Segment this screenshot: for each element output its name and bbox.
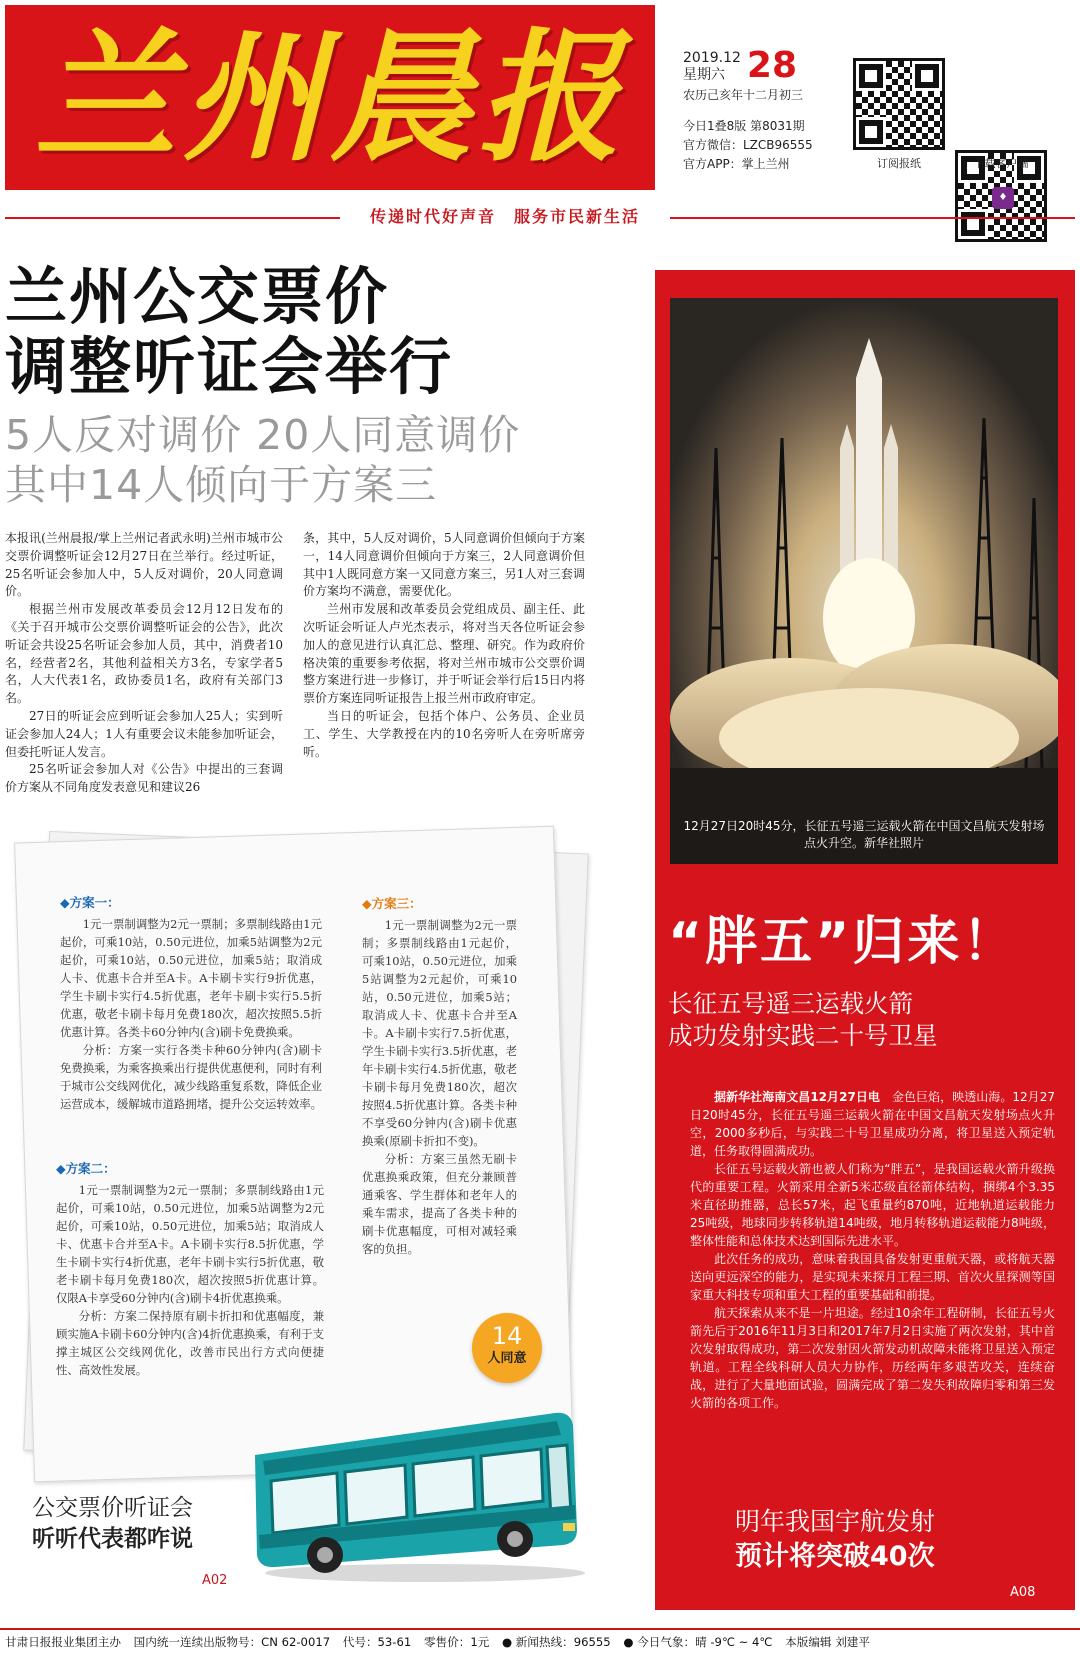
- plan-two-body: 1元一票制调整为2元一票制；多票制线路由1元起价，可乘10站，0.50元进位，加乘5站调整为2元起价，可乘10站，0.50元进位，加乘5站；取消成人卡、优惠卡合并至A卡。A卡刷卡实行8.5折优惠，学生卡刷卡实行4折优惠，老年卡刷卡实行5折优惠，敬老卡刷卡每月免费180次，超次按照5折优惠计算。仅限A卡享受60分钟内(含)刷卡4折优惠换乘。: [56, 1183, 324, 1305]
- plan-three-title: ◆方案三：: [362, 896, 422, 911]
- plan-one-title: ◆方案一：: [60, 895, 120, 910]
- rocket-subhead-line-2: 成功发射实践二十号卫星: [668, 1021, 938, 1050]
- bus-caption-line-2: 听听代表都咋说: [32, 1526, 193, 1552]
- date-line: [683, 45, 853, 86]
- page-reference-a02[interactable]: A02: [202, 1573, 228, 1588]
- paragraph: 27日的听证会应到听证会参加人25人；实到听证会参加人24人；1人有重要会议未能参加听证会，但委托听证人发言。: [5, 708, 283, 759]
- lead-subheadline: [5, 410, 605, 510]
- plan-two-analysis: 分析：方案二保持原有刷卡折扣和优惠幅度，兼顾实施A卡刷卡60分钟内(含)4折优惠换乘，有利于支撑主城区公交线网优化，改善市民出行方式向便捷性、高效性发展。: [56, 1309, 324, 1377]
- footer-code: 代号：53-61: [342, 1635, 412, 1649]
- lead-headline[interactable]: [5, 262, 605, 402]
- qr-code-subscribe-icon[interactable]: [853, 58, 945, 150]
- paragraph: 兰州市发展和改革委员会党组成员、副主任、此次听证会听证人卢光杰表示，将对当天各位听证会参加人的意见进行认真汇总、整理、研究。作为政府价格决策的重要参考依据，将对兰州市城市公交票价调整方案进行进一步修订，并于听证会举行后15日内将票价方案连同听证报告上报兰州市政府审定。: [303, 602, 585, 706]
- footer-hotline: ● 新闻热线：96555: [501, 1635, 611, 1649]
- issue-line: 今日1叠8版 第8031期: [683, 119, 805, 133]
- paragraph: 长征五号运载火箭也被人们称为“胖五”，是我国运载火箭升级换代的重要工程。火箭采用全新5米芯级直径箭体结构，捆绑4个3.35米直径助推器，总长57米，起飞重量约870吨，近地轨道运载能力25吨级，地球同步转移轨道14吨级，地月转移轨道运载能力8吨级，整体性能和总体技术达到国际先进水平。: [690, 1162, 1055, 1248]
- page-reference-a08[interactable]: A08: [1010, 1585, 1036, 1600]
- lead-body-column-2: [303, 530, 585, 761]
- bus-caption-line-1: 公交票价听证会: [32, 1495, 193, 1521]
- footer-editor: 本版编辑 刘建平: [785, 1635, 870, 1649]
- lunar-date: 农历己亥年十二月初三: [683, 88, 804, 102]
- qr-app-label: 下载客户端: [973, 157, 1029, 170]
- date-year-month: 2019.12: [683, 50, 741, 66]
- wechat-line: 官方微信：LZCB96555: [683, 138, 813, 152]
- rocket-headline[interactable]: “胖五”归来！: [668, 912, 1018, 972]
- bus-caption[interactable]: [32, 1493, 282, 1555]
- plan-two-title: ◆方案二：: [56, 1161, 116, 1176]
- agree-count-badge: [472, 1313, 542, 1383]
- date-left: [683, 50, 741, 84]
- footer-cn-number: 国内统一连续出版物号：CN 62-0017: [133, 1635, 331, 1649]
- bus-icon: [245, 1395, 585, 1585]
- masthead-logo: [5, 5, 655, 190]
- app-line: 官方APP：掌上兰州: [683, 157, 790, 171]
- footer-price: 零售价：1元: [423, 1635, 490, 1649]
- app-logo-icon: ♦: [992, 187, 1014, 209]
- teaser-line-1: 明年我国宇航发射: [735, 1507, 936, 1536]
- paragraph-text: 金色巨焰，映透山海。12月27日20时45分，长征五号遥三运载火箭在中国文昌航天发射场点火升空，2000多秒后，与实践二十号卫星成功分离，将卫星送入预定轨道，任务取得圆满成功。: [690, 1090, 1055, 1158]
- lead-body-column-1: [5, 530, 283, 797]
- publication-info: [683, 117, 853, 174]
- footer-divider: [0, 1628, 1080, 1630]
- plan-one-analysis: 分析：方案一实行各类卡种60分钟内(含)刷卡免费换乘，为乘客换乘出行提供优惠便利，同时有利于城市公交线网优化，减少线路重复系数，降低企业运营成本，缓解城市道路拥堵，提升公交运转效率。: [60, 1043, 322, 1111]
- rocket-body: [690, 1088, 1055, 1412]
- rocket-subhead-line-1: 长征五号遥三运载火箭: [668, 989, 913, 1018]
- rocket-subhead: [668, 988, 1068, 1052]
- plan-three-analysis: 分析：方案三虽然无刷卡优惠换乘政策，但充分兼顾普通乘客、学生群体和老年人的乘车需求，提高了各类卡种的刷卡优惠幅度，可相对减轻乘客的负担。: [362, 1152, 517, 1256]
- paragraph: 本报讯(兰州晨报/掌上兰州记者武永明)兰州市城市公交票价调整听证会12月27日在兰举行。经过听证，25名听证会参加人中，5人反对调价，20人同意调价。: [5, 531, 283, 599]
- date-block: [683, 45, 853, 174]
- plan-three: [362, 895, 517, 1258]
- plan-one: [60, 894, 322, 1113]
- weekday: 星期六: [683, 67, 725, 83]
- plan-two: [56, 1160, 324, 1379]
- headline-line-1: 兰州公交票价: [5, 260, 390, 333]
- paragraph: 航天探索从来不是一片坦途。经过10余年工程研制，长征五号火箭先后于2016年11月3日和2017年7月2日实施了两次发射，其中首次发射取得成功，第二次发射因火箭发动机故障未能将卫星送入预定轨道。工程全线科研人员大力协作，历经两年多艰苦攻关，连续奋战，进行了大量地面试验，圆满完成了第二发失利故障归零和第三发火箭的各项工作。: [690, 1306, 1055, 1410]
- photo-caption: 12月27日20时45分，长征五号遥三运载火箭在中国文昌航天发射场点火升空。新华社照片: [683, 819, 1045, 850]
- subheadline-line-2: 其中14人倾向于方案三: [5, 461, 438, 509]
- qr-subscribe-label: 订阅报纸: [877, 157, 921, 170]
- paragraph: 条，其中，5人反对调价，5人同意调价但倾向于方案一，14人同意调价但倾向于方案三，2人同意调价但其中1人既同意方案一又同意方案三，另1人对三套调价方案均不满意，需要优化。: [303, 531, 585, 599]
- badge-label: 人同意: [487, 1351, 527, 1366]
- paragraph: 此次任务的成功，意味着我国具备发射更重航天器，或将航天器送向更远深空的能力，是实现未来探月工程三期、首次火星探测等国家重大科技专项和重大工程的重要基础和前提。: [690, 1252, 1055, 1302]
- rocket-launch-photo: [670, 298, 1058, 864]
- dateline: 据新华社海南文昌12月27日电: [714, 1090, 880, 1104]
- plan-one-body: 1元一票制调整为2元一票制；多票制线路由1元起价，可乘10站，0.50元进位，加乘5站调整为2元起价，可乘10站，0.50元进位，加乘5站；取消成人卡、优惠卡合并至A卡。A卡刷卡实行9折优惠，学生卡刷卡实行4.5折优惠，老年卡刷卡实行5.5折优惠，敬老卡刷卡每月免费180次，超次按照5.5折优惠计算。各类卡60分钟内(含)刷卡免费换乘。: [60, 917, 322, 1039]
- slogan: 传递时代好声音 服务市民新生活: [340, 205, 670, 229]
- paragraph: 25名听证会参加人对《公告》中提出的三套调价方案从不同角度发表意见和建议26: [5, 762, 283, 795]
- footer: [5, 1633, 1075, 1651]
- launch-teaser[interactable]: [735, 1505, 1035, 1575]
- date-day: 28: [746, 45, 798, 86]
- subheadline-line-1: 5人反对调价 20人同意调价: [5, 411, 521, 459]
- paragraph: 根据兰州市发展改革委员会12月12日发布的《关于召开城市公交票价调整听证会的公告》，此次听证会共设25名听证会参加人员，其中，消费者10名，经营者2名，其他利益相关方3名，专家学者5名，人大代表1名，政协委员1名，政府有关部门3名。: [5, 602, 283, 706]
- plan-three-body: 1元一票制调整为2元一票制；多票制线路由1元起价，可乘10站，0.50元进位，加乘5站调整为2元起价，可乘10站，0.50元进位，加乘5站；取消成人卡、优惠卡合并至A卡。A卡刷卡实行7.5折优惠，学生卡刷卡实行3.5折优惠，老年卡刷卡实行4.5折优惠，敬老卡刷卡每月免费180次，超次按照4.5折优惠计算。各类卡种不享受60分钟内(含)刷卡优惠换乘(原刷卡折扣不变)。: [362, 918, 517, 1148]
- paragraph: [690, 1088, 1055, 1160]
- badge-number: 14: [491, 1322, 523, 1350]
- footer-weather: ● 今日气象：晴 -9℃ ~ 4℃: [623, 1635, 773, 1649]
- footer-publisher: 甘肃日报报业集团主办: [5, 1635, 121, 1649]
- headline-line-2: 调整听证会举行: [5, 330, 454, 403]
- paragraph: 当日的听证会，包括个体户、公务员、企业员工、学生、大学教授在内的10名旁听人在旁听席旁听。: [303, 708, 585, 759]
- teaser-line-2: 预计将突破40次: [735, 1541, 935, 1572]
- newspaper-title: 兰州晨报: [34, 14, 626, 181]
